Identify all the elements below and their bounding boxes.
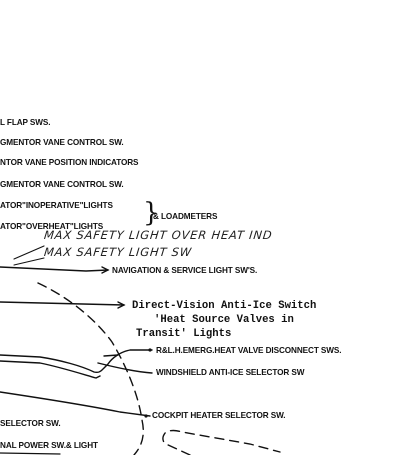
handwritten-arrow-1 [14, 246, 44, 259]
brace: } [143, 198, 160, 228]
label-overheat-lights: ATOR"OVERHEAT"LIGHTS [0, 222, 104, 231]
label-windshield-anti-ice-selector: WINDSHIELD ANTI-ICE SELECTOR SW [156, 368, 305, 377]
handwritten-arrow-2 [14, 258, 44, 265]
label-loadmeters: & LOADMETERS [153, 212, 218, 221]
dashed-box [163, 431, 280, 455]
label-direct-vision-anti-ice: Direct-Vision Anti-Ice Switch [132, 300, 317, 312]
label-selector-switch: SELECTOR SW. [0, 419, 61, 428]
label-transit-lights: Transit' Lights [136, 328, 232, 340]
label-navigation-service-light-switches: NAVIGATION & SERVICE LIGHT SW'S. [112, 266, 258, 275]
label-flap-switches: L FLAP SWS. [0, 118, 51, 127]
label-inoperative-lights: ATOR"INOPERATIVE"LIGHTS [0, 201, 113, 210]
leader-cockpit-heater [0, 392, 150, 416]
label-cockpit-heater-selector: COCKPIT HEATER SELECTOR SW. [152, 411, 286, 420]
connector-dot [144, 414, 147, 417]
label-augmentor-vane-control-1: GMENTOR VANE CONTROL SW. [0, 138, 124, 147]
handwritten-note-light-switch: MAX SAFETY LIGHT SW [43, 245, 193, 259]
label-augmentor-vane-control-2: GMENTOR VANE CONTROL SW. [0, 180, 124, 189]
panel-outline [0, 350, 152, 372]
handwritten-note-overheat-ind: MAX SAFETY LIGHT OVER HEAT IND [43, 228, 274, 242]
leader-anti-ice [0, 302, 124, 305]
label-augmentor-vane-position-indicators: NTOR VANE POSITION INDICATORS [0, 158, 139, 167]
label-heat-source-valves: 'Heat Source Valves in [154, 314, 294, 326]
connector-dot [148, 348, 151, 351]
label-power-switch-and-light: NAL POWER SW.& LIGHT [0, 441, 98, 450]
label-emergency-heat-valve-disconnect: R&L.H.EMERG.HEAT VALVE DISCONNECT SWS. [156, 346, 342, 355]
leader-navigation [0, 267, 108, 271]
